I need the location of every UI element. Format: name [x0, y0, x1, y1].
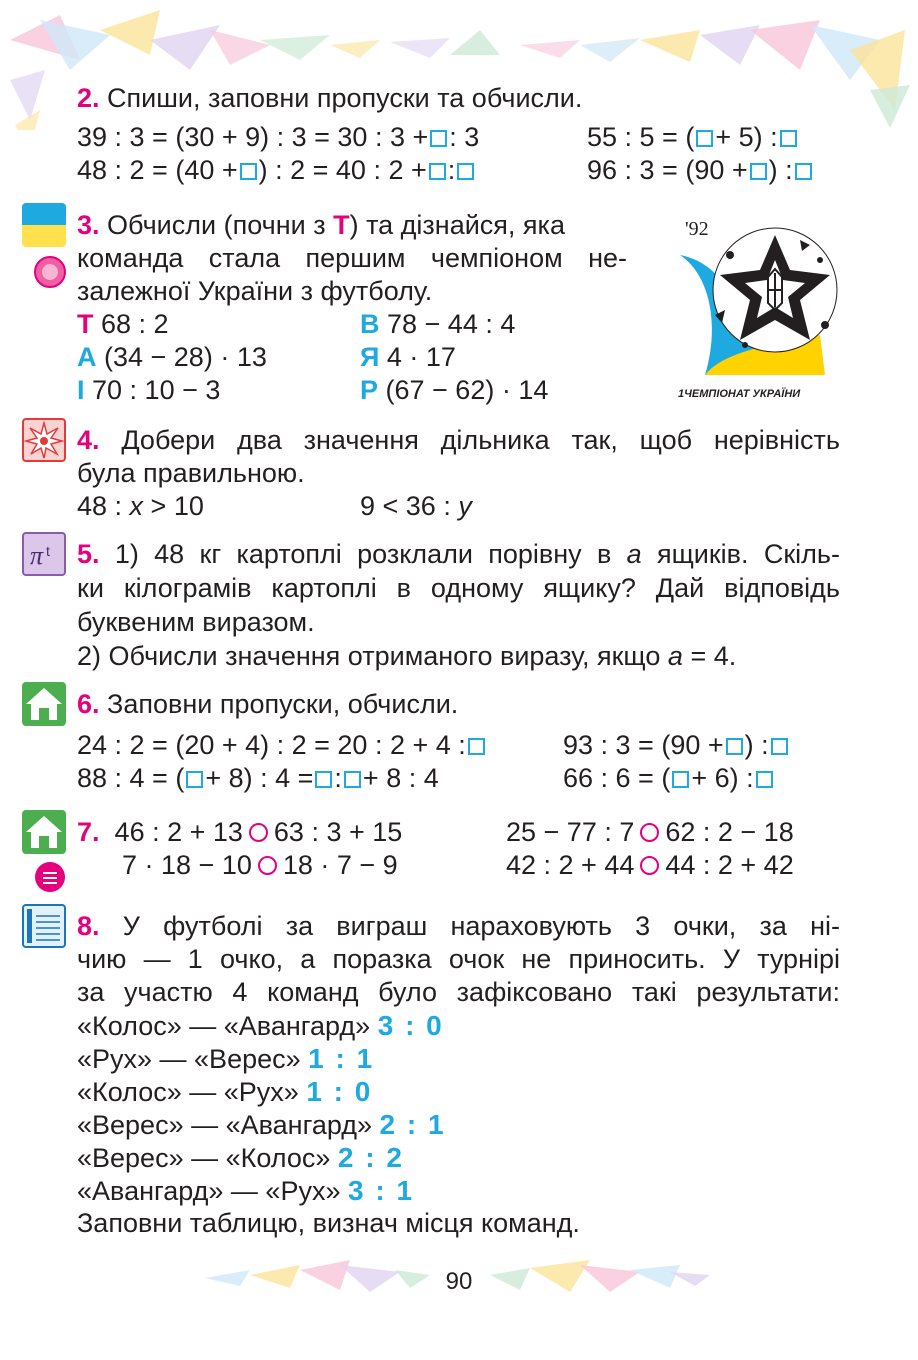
task3-item-T: Т 68 : 2: [77, 309, 169, 339]
compare-circle: [640, 823, 659, 842]
task2-equation-1-left: 39 : 3 = (30 + 9) : 3 = 30 : 3 + : 3: [77, 122, 480, 152]
task8-line-1: 8. У футболі за виграш нараховують 3 очки, за ні-: [77, 911, 840, 941]
match-result: «Колос» — «Рух» 1 : 0: [77, 1076, 373, 1107]
match-result: «Верес» — «Авангард» 2 : 1: [77, 1109, 446, 1140]
blank-box: [696, 130, 713, 147]
task3-item-I: І 70 : 10 − 3: [77, 375, 221, 405]
home-icon: [22, 682, 66, 726]
blank-box: [780, 130, 797, 147]
task4-inequality-1: 48 : x > 10: [77, 491, 204, 521]
task2-equation-2-right: 96 : 3 = (90 + ) :: [587, 154, 814, 187]
blank-box: [315, 771, 332, 788]
task4-line-2: була правильною.: [77, 458, 305, 488]
task7-row-1-right: 25 − 77 : 7 62 : 2 − 18: [506, 817, 794, 847]
task8-line-3: за участю 4 команд було зафіксовано такі результати:: [77, 977, 840, 1007]
task5-line-3: буквеним виразом.: [77, 607, 315, 637]
task5-line-1: 5. 1) 48 кг картоплі розклали порівну в а ящиків. Скіль-: [77, 539, 840, 569]
match-result: «Колос» — «Авангард» 3 : 0: [77, 1010, 444, 1041]
match-result: «Авангард» — «Рух» 3 : 1: [77, 1175, 415, 1206]
task3-item-A: А (34 − 28) · 13: [77, 342, 267, 372]
task8-final-instruction: Заповни таблицю, визнач місця команд.: [77, 1208, 580, 1238]
home-icon: [22, 810, 66, 854]
task-number: 2.: [77, 83, 100, 113]
task7-row-1-left: 7. 46 : 2 + 13 63 : 3 + 15: [77, 817, 403, 847]
logo-caption: 1ЧЕМПІОНАТ УКРАЇНИ: [678, 388, 801, 400]
ukraine-flag-icon: [22, 203, 66, 247]
blank-box: [344, 771, 361, 788]
task8-line-2: чию — 1 очко, а поразка очок не приносить. У турнірі: [77, 944, 840, 974]
svg-text:t: t: [46, 543, 50, 559]
task6-equation-2-left: 88 : 4 = ( + 8) : 4 = : + 8 : 4: [77, 763, 439, 793]
blank-box: [186, 771, 203, 788]
circle-target-icon: [33, 255, 67, 289]
blank-box: [429, 163, 446, 180]
blank-box: [672, 771, 689, 788]
match-result: «Рух» — «Верес» 1 : 1: [77, 1043, 375, 1074]
logo-year: '92: [685, 218, 709, 240]
blank-box: [457, 163, 474, 180]
match-result: «Верес» — «Колос» 2 : 2: [77, 1142, 404, 1173]
pi-icon: [22, 532, 66, 576]
blank-box: [750, 163, 767, 180]
task3-item-YA: Я 4 · 17: [360, 342, 456, 372]
task3-item-R: Р (67 − 62) · 14: [360, 375, 549, 405]
task6-equation-2-right: 66 : 6 = ( + 6) :: [563, 762, 775, 795]
notebook-icon: [22, 904, 66, 948]
star-burst-icon: [22, 418, 66, 462]
blank-box: [468, 738, 485, 755]
compare-circle: [249, 823, 268, 842]
task3-line-1: 3. Обчисли (почни з Т) та дізнайся, яка: [77, 210, 565, 240]
blank-box: [756, 771, 773, 788]
compare-circle: [258, 856, 277, 875]
blank-box: [430, 130, 447, 147]
task6-equation-1-right: 93 : 3 = (90 + ) :: [563, 729, 790, 762]
task4-line-1: 4. Добери два значення дільника так, щоб нерівність: [77, 425, 840, 455]
task6-title: 6. Заповни пропуски, обчисли.: [77, 689, 459, 719]
blank-box: [771, 738, 788, 755]
championship-logo: [650, 215, 845, 410]
svg-text:π: π: [30, 541, 44, 570]
task3-line-2: команда стала першим чемпіоном не-: [77, 243, 627, 273]
blank-box: [795, 163, 812, 180]
task7-row-2-right: 42 : 2 + 44 44 : 2 + 42: [506, 850, 794, 880]
compare-circle: [640, 856, 659, 875]
task7-row-2-left: 7 · 18 − 10 18 · 7 − 9: [122, 850, 398, 880]
task6-equation-1-left: 24 : 2 = (20 + 4) : 2 = 20 : 2 + 4 :: [77, 729, 487, 762]
task3-item-V: В 78 − 44 : 4: [360, 309, 516, 339]
blank-box: [240, 163, 257, 180]
task4-inequality-2: 9 < 36 : y: [360, 491, 472, 521]
task2-equation-2-left: 48 : 2 = (40 + ) : 2 = 40 : 2 + :: [77, 154, 476, 187]
task2-equation-1-right: 55 : 5 = ( + 5) :: [587, 121, 799, 154]
task3-line-3: залежної України з футболу.: [77, 276, 433, 306]
task2-title: 2. Спиши, заповни пропуски та обчисли.: [77, 83, 583, 113]
page-number: 90: [445, 1268, 473, 1295]
task5-line-2: ки кілограмів картоплі в одному ящику? Дай відповідь: [77, 573, 840, 603]
blank-box: [726, 738, 743, 755]
pencil-circle-icon: [33, 860, 67, 894]
task5-line-4: 2) Обчисли значення отриманого виразу, якщо а = 4.: [77, 641, 737, 671]
